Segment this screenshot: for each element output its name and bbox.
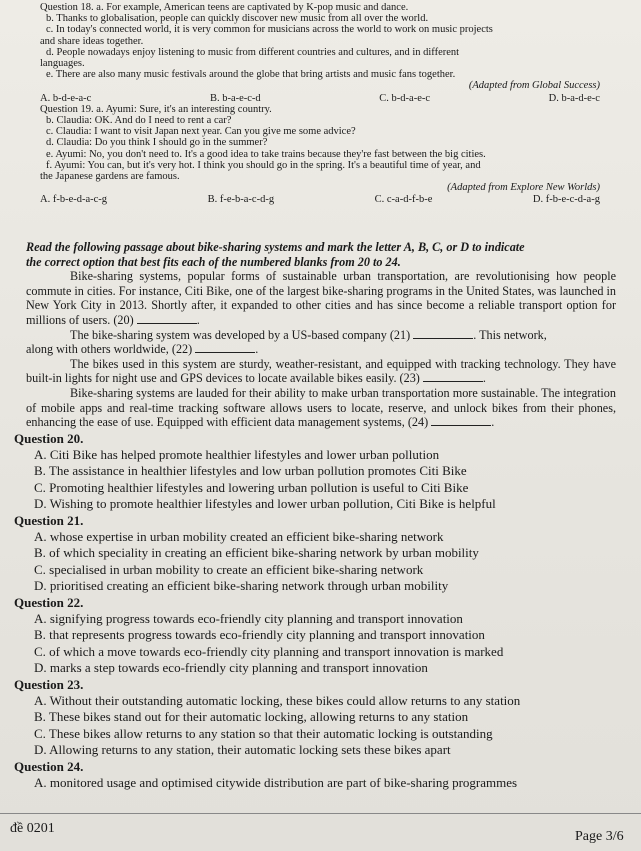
q21-option-d[interactable]: D. prioritised creating an efficient bike-sharing network through urban mobility <box>34 577 449 593</box>
passage-text: The bikes used in this system are sturdy, weather-resistant, and equipped with tracking technology. They have built-in lights for night use and GPS devices to locate available bikes easily. (23) <box>26 356 616 386</box>
blank-22 <box>195 342 255 353</box>
q23-option-b[interactable]: B. These bikes stand out for their automatic locking, allowing returns to any station <box>34 709 469 725</box>
instruction: the correct option that best fits each of the numbered blanks from 20 to 24. <box>26 254 401 269</box>
q23-option-c[interactable]: C. These bikes allow returns to any station so that their automatic locking is outstanding <box>34 725 493 741</box>
q18-line: c. In today's connected world, it is very common for musicians across the world to work on music projects <box>46 24 493 36</box>
passage-paragraph <box>26 357 616 386</box>
exam-code: đề 0201 <box>10 821 55 836</box>
q22-option-a[interactable]: A. signifying progress towards eco-friendly city planning and transport innovation <box>34 611 463 627</box>
q19-source: (Adapted from Explore New Worlds) <box>447 182 600 194</box>
q19-line: e. Ayumi: No, you don't need to. It's a good idea to take trains because they're fast between the big cities. <box>46 148 486 160</box>
q22-option-d[interactable]: D. marks a step towards eco-friendly city planning and transport innovation <box>34 659 428 675</box>
q18-line: Question 18. a. For example, American teens are captivated by K-pop music and dance. <box>40 2 409 13</box>
passage-text: along with others worldwide, (22) <box>26 342 193 357</box>
question-label: Question 24. <box>14 759 84 775</box>
passage-text: . <box>491 415 495 430</box>
q18-option-a[interactable]: A. b-d-e-a-c <box>40 92 92 104</box>
q18-line: languages. <box>40 58 85 70</box>
q19-option-a[interactable]: A. f-b-e-d-a-c-g <box>40 194 108 206</box>
blank-21 <box>413 328 473 339</box>
q21-option-b[interactable]: B. of which speciality in creating an efficient bike-sharing network by urban mobility <box>34 545 479 561</box>
q19-line: b. Claudia: OK. And do I need to rent a car? <box>46 115 232 127</box>
q20-option-a[interactable]: A. Citi Bike has helped promote healthier lifestyles and lower urban pollution <box>34 447 440 463</box>
passage-text: Bike-sharing systems, popular forms of sustainable urban transportation, are revolutionising how people commute in cities. For instance, Citi Bike, one of the largest bike-sharing programs in the United States, was launched in New York City in 2013. Shortly after, it expanded to other cities and has since become a reliable transport option for millions of users. (20) <box>26 269 616 327</box>
passage-text: The bike-sharing system was developed by a US-based company (21) <box>70 327 411 342</box>
instruction: Read the following passage about bike-sharing systems and mark the letter A, B, C, or D to indicate <box>26 240 525 254</box>
question-label: Question 23. <box>14 677 84 693</box>
q18-source: (Adapted from Global Success) <box>468 80 600 92</box>
q21-option-a[interactable]: A. whose expertise in urban mobility created an efficient bike-sharing network <box>34 529 444 545</box>
q24-option-a[interactable]: A. monitored usage and optimised citywide distribution are part of bike-sharing programmes <box>34 775 518 791</box>
q23-option-a[interactable]: A. Without their outstanding automatic locking, these bikes could allow returns to any station <box>34 693 521 709</box>
q19-line: f. Ayumi: You can, but it's very hot. I think you should go in the spring. It's a beautiful time of year, and <box>46 159 481 171</box>
questions-20-24 <box>14 430 629 791</box>
q19-options <box>40 194 600 205</box>
passage-text: . This network, <box>473 327 547 342</box>
q19-line: Question 19. a. Ayumi: Sure, it's an interesting country. <box>40 103 272 115</box>
question-label: Question 22. <box>14 595 84 611</box>
q19-line: c. Claudia: I want to visit Japan next year. Can you give me some advice? <box>46 126 356 138</box>
passage-paragraph <box>26 269 616 327</box>
page-number: Page 3/6 <box>575 829 624 844</box>
blank-24 <box>431 415 491 426</box>
q20-option-c[interactable]: C. Promoting healthier lifestyles and lowering urban pollution is useful to Citi Bike <box>34 479 469 495</box>
q19-option-b[interactable]: B. f-e-b-a-c-d-g <box>207 194 275 206</box>
q18-line: d. People nowadays enjoy listening to music from different countries and cultures, and in different <box>46 46 460 58</box>
q20-option-d[interactable]: D. Wishing to promote healthier lifestyles and lower urban pollution, Citi Bike is helpful <box>34 495 496 511</box>
q18-line: b. Thanks to globalisation, people can quickly discover new music from all over the world. <box>46 13 429 25</box>
passage-text: Bike-sharing systems are lauded for their ability to make urban transportation more sustainable. The integration of mobile apps and real-time tracking software allows users to locate, reserve, and unlock bikes from their phones, enhancing the ease of use. Equipped with efficient data management systems, (24) <box>26 385 616 430</box>
question-label: Question 21. <box>14 513 84 529</box>
blank-20 <box>137 313 197 324</box>
passage-text: . <box>255 342 259 357</box>
passage-paragraph <box>26 342 616 357</box>
q18-option-c[interactable]: C. b-d-a-e-c <box>379 92 431 104</box>
q19-option-c[interactable]: C. c-a-d-f-b-e <box>374 194 433 206</box>
q18-option-b[interactable]: B. b-a-e-c-d <box>209 92 261 104</box>
q19-line: the Japanese gardens are famous. <box>40 171 180 183</box>
questions-18-19 <box>40 2 600 206</box>
blank-23 <box>423 371 483 382</box>
q22-option-b[interactable]: B. that represents progress towards eco-friendly city planning and transport innovation <box>34 627 485 643</box>
q18-line: and share ideas together. <box>40 35 144 47</box>
q22-option-c[interactable]: C. of which a move towards eco-friendly city planning and transport innovation is marked <box>34 643 504 659</box>
q19-option-d[interactable]: D. f-b-e-c-d-a-g <box>532 194 600 206</box>
footer-divider <box>0 813 641 814</box>
q18-options <box>40 93 600 104</box>
passage-paragraph <box>26 386 616 430</box>
passage-text: . <box>196 312 200 327</box>
passage-text: . <box>482 371 486 386</box>
q18-line: e. There are also many music festivals around the globe that bring artists and music fans together. <box>46 69 456 81</box>
q20-option-b[interactable]: B. The assistance in healthier lifestyles and low urban pollution promotes Citi Bike <box>34 463 467 479</box>
reading-passage <box>26 240 616 430</box>
q23-option-d[interactable]: D. Allowing returns to any station, their automatic locking sets these bikes apart <box>34 741 451 757</box>
q18-option-d[interactable]: D. b-a-d-e-c <box>548 92 600 104</box>
question-label: Question 20. <box>14 431 84 446</box>
passage-paragraph <box>26 328 616 343</box>
q19-line: d. Claudia: Do you think I should go in the summer? <box>46 137 268 149</box>
q21-option-c[interactable]: C. specialised in urban mobility to create an efficient bike-sharing network <box>34 561 424 577</box>
